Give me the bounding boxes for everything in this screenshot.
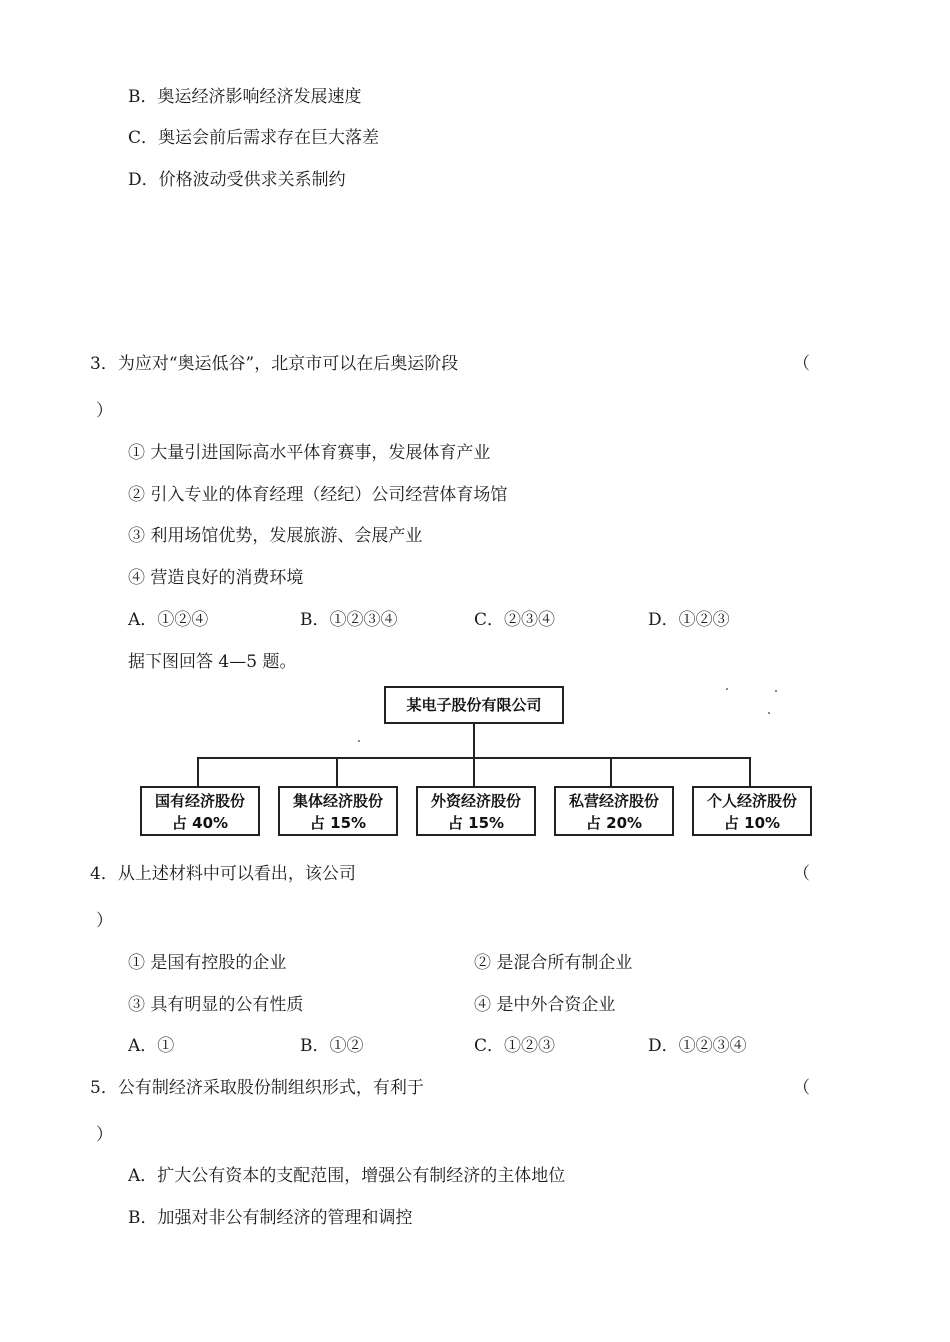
q5-option-b: B．加强对非公有制经济的管理和调控	[128, 1208, 413, 1228]
org-top-label: 某电子股份有限公司	[406, 696, 542, 714]
q3-item-2: ② 引入专业的体育经理（经纪）公司经营体育场馆	[128, 485, 508, 505]
org-child-name: 私营经济股份	[568, 792, 659, 810]
org-child-box	[140, 786, 260, 836]
q2-option-b: B．奥运经济影响经济发展速度	[128, 87, 362, 107]
q3-paren-close: ）	[96, 401, 113, 421]
q4-choice-b: B．①②	[300, 1036, 364, 1056]
q2-option-d: D．价格波动受供求关系制约	[128, 170, 346, 190]
q3-choice-d: D．①②③	[648, 610, 730, 630]
scan-speck	[768, 712, 770, 714]
intro-text: 据下图回答 4—5 题。	[128, 652, 297, 672]
q3-item-3: ③ 利用场馆优势，发展旅游、会展产业	[128, 526, 423, 546]
org-child-box	[692, 786, 812, 836]
org-child-name: 个人经济股份	[706, 792, 797, 810]
q4-item-3: ③ 具有明显的公有性质	[128, 995, 304, 1015]
org-child-box	[416, 786, 536, 836]
org-drop-line	[749, 757, 751, 787]
org-drop-line	[610, 757, 612, 787]
q2-option-c: C．奥运会前后需求存在巨大落差	[128, 128, 380, 148]
q3-choice-b: B．①②③④	[300, 610, 398, 630]
org-child-pct: 占 15%	[309, 814, 367, 832]
org-child-pct: 占 40%	[171, 814, 229, 832]
org-stem-line	[473, 724, 475, 758]
q4-choice-a: A．①	[128, 1036, 175, 1056]
q4-stem: 4．从上述材料中可以看出，该公司	[90, 864, 356, 884]
q5-stem: 5．公有制经济采取股份制组织形式，有利于	[90, 1078, 424, 1098]
org-child-name: 集体经济股份	[292, 792, 383, 810]
scan-speck	[726, 688, 728, 690]
q4-item-4: ④ 是中外合资企业	[474, 995, 616, 1015]
q3-item-4: ④ 营造良好的消费环境	[128, 568, 304, 588]
q3-choice-c: C．②③④	[474, 610, 556, 630]
org-child-pct: 占 15%	[447, 814, 505, 832]
org-child-box	[278, 786, 398, 836]
q4-paren-open: （	[793, 864, 810, 884]
q4-paren-close: ）	[96, 911, 113, 931]
org-drop-line	[473, 757, 475, 787]
org-child-pct: 占 10%	[723, 814, 781, 832]
org-child-box	[554, 786, 674, 836]
q5-option-a: A．扩大公有资本的支配范围，增强公有制经济的主体地位	[128, 1166, 566, 1186]
org-drop-line	[336, 757, 338, 787]
q3-choice-a: A．①②④	[128, 610, 209, 630]
q3-stem: 3．为应对“奥运低谷”，北京市可以在后奥运阶段	[90, 354, 459, 374]
q3-paren-open: （	[793, 354, 810, 374]
org-child-pct: 占 20%	[585, 814, 643, 832]
org-child-name: 外资经济股份	[430, 792, 521, 810]
q3-item-1: ① 大量引进国际高水平体育赛事，发展体育产业	[128, 443, 491, 463]
q4-choice-d: D．①②③④	[648, 1036, 747, 1056]
scan-speck	[358, 740, 360, 742]
q4-choice-c: C．①②③	[474, 1036, 556, 1056]
q4-item-1: ① 是国有控股的企业	[128, 953, 287, 973]
org-child-name: 国有经济股份	[154, 792, 245, 810]
org-top-box	[384, 686, 564, 724]
q5-paren-close: ）	[96, 1125, 113, 1145]
scan-speck	[775, 690, 777, 692]
org-drop-line	[197, 757, 199, 787]
q5-paren-open: （	[793, 1078, 810, 1098]
q4-item-2: ② 是混合所有制企业	[474, 953, 633, 973]
